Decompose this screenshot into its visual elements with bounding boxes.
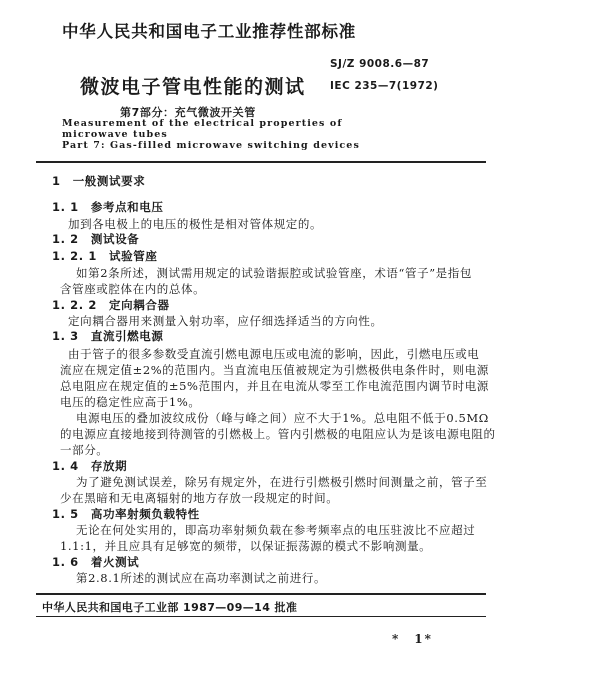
heading-1: 1 一般测试要求 [52,174,146,188]
para-1-3-line-2: 流应在规定值±2%的范围内。当直流电压值被规定为引燃极供电条件时，则电源 [60,363,489,377]
standard-code: SJ/Z 9008.6—87 [330,58,430,70]
para-1-3-line-4: 电压的稳定性应高于1%。 [60,395,201,409]
para-1-3-line-6: 的电源应直接地接到待测管的引燃极上。管内引燃极的电阻应认为是该电源电阻的 [60,427,496,441]
para-1-5-line-2: 1.1:1，并且应具有足够宽的频带，以保证振荡源的模式不影响测量。 [60,539,432,553]
heading-1-5: 1. 5 高功率射频负载特性 [52,507,200,521]
para-1-3-line-5: 电源电压的叠加波纹成份（峰与峰之间）应不大于1%。总电阻不低于0.5MΩ [76,411,489,425]
para-1-3-line-1: 由于管子的很多参数受直流引燃电源电压或电流的影响，因此，引燃电压或电 [68,347,480,361]
footer-rule-bottom [36,616,486,617]
footer-rule [36,593,486,595]
org-title: 中华人民共和国电子工业推荐性部标准 [62,22,357,41]
para-1-3-line-7: 一部分。 [60,443,109,457]
para-1-4-line-2: 少在黑暗和无电离辐射的地方存放一段规定的时间。 [60,491,339,505]
para-1-2-1-line-1: 如第2条所述，测试需用规定的试验谐振腔或试验管座，术语“管子”是指包 [76,266,472,280]
heading-1-2: 1. 2 测试设备 [52,232,140,246]
part-title-cn: 第7部分：充气微波开关管 [120,106,256,119]
heading-1-1: 1. 1 参考点和电压 [52,200,164,214]
english-title-line-3: Part 7: Gas-filled microwave switching devices [62,140,360,151]
heading-1-4: 1. 4 存放期 [52,459,128,473]
para-1-2-1-line-2: 含管座或腔体在内的总体。 [60,282,206,296]
para-1-5-line-1: 无论在何处实用的，即高功率射频负载在参考频率点的电压驻波比不应超过 [76,523,476,537]
para-1-3-line-3: 总电阻应在规定值的±5%范围内，并且在电流从零至工作电流范围内调节时电源 [60,379,489,393]
document-title: 微波电子管电性能的测试 [80,76,306,98]
iec-reference: IEC 235—7(1972) [330,80,439,92]
heading-1-6: 1. 6 着火测试 [52,555,140,569]
para-1-4-line-1: 为了避免测试误差，除另有规定外，在进行引燃极引燃时间测量之前，管子至 [76,475,488,489]
para-1-6: 第2.8.1所述的测试应在高功率测试之前进行。 [76,571,327,585]
para-1-1: 加到各电极上的电压的极性是相对管体规定的。 [68,217,323,231]
english-title-line-2: microwave tubes [62,129,168,140]
page-number: * 1* [392,632,433,646]
approval-line: 中华人民共和国电子工业部 1987—09—14 批准 [42,601,298,614]
heading-1-3: 1. 3 直流引燃电源 [52,329,164,343]
para-1-2-2: 定向耦合器用来测量入射功率，应仔细选择适当的方向性。 [68,314,383,328]
heading-1-2-2: 1. 2. 2 定向耦合器 [52,298,170,312]
english-title-line-1: Measurement of the electrical properties of [62,118,343,129]
heading-1-2-1: 1. 2. 1 试验管座 [52,249,158,263]
header-rule [36,161,486,163]
